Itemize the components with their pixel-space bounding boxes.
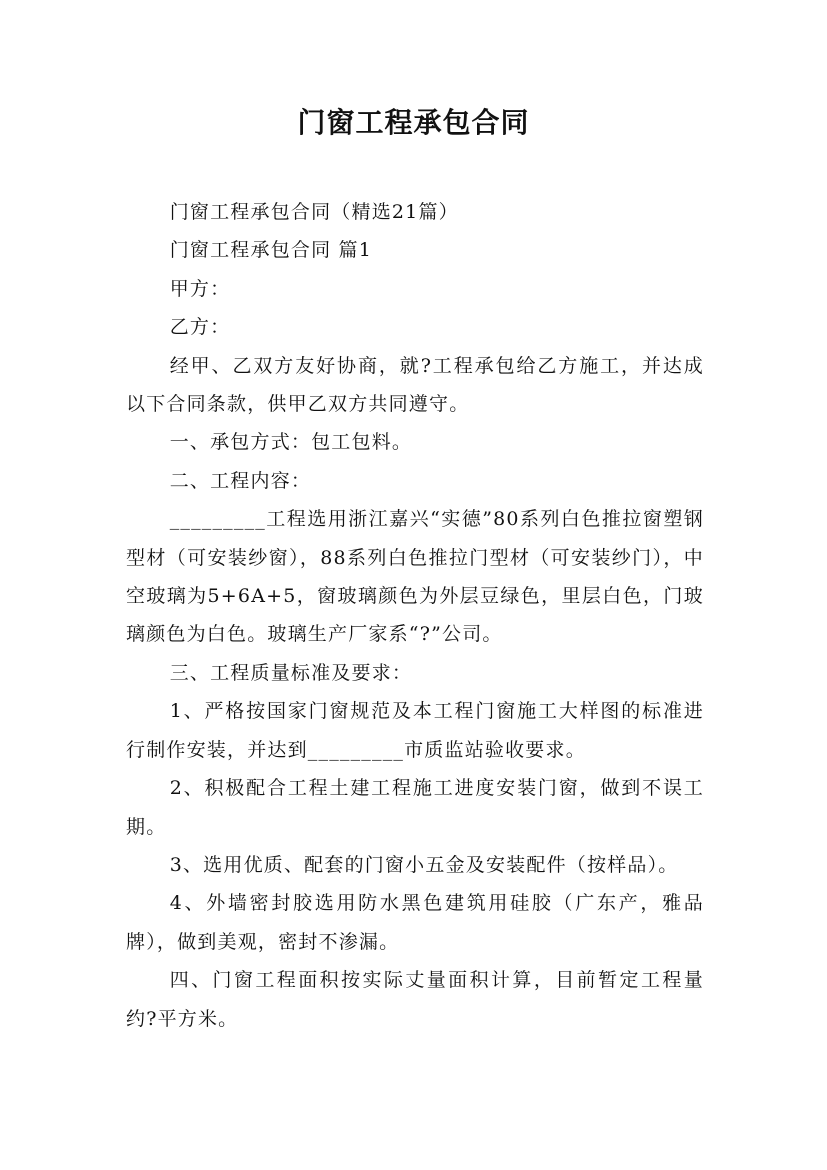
- document-title: 门窗工程承包合同: [297, 106, 530, 139]
- project-content-heading: 二、工程内容：: [169, 469, 312, 492]
- document-body: [126, 193, 704, 1038]
- quality-item-2: 2、积极配合工程土建工程施工进度安装门窗，做到不误工期。: [126, 777, 704, 838]
- quality-item-3: 3、选用优质、配套的门窗小五金及安装配件（按样品）。: [169, 853, 679, 876]
- quality-standard-heading: 三、工程质量标准及要求：: [169, 661, 413, 684]
- area-calculation-paragraph: 四、门窗工程面积按实际丈量面积计算，目前暂定工程量约?平方米。: [126, 969, 704, 1030]
- subtitle-paragraph: 门窗工程承包合同（精选21篇）: [169, 201, 459, 223]
- project-content-paragraph: _________工程选用浙江嘉兴“实德”80系列白色推拉窗塑钢型材（可安装纱窗），88系列白色推拉门型材（可安装纱门），中空玻璃为5+6A+5，窗玻璃颜色为外层豆绿色，里层白色，门玻璃颜色为白色。玻璃生产厂家系“?”公司。: [126, 508, 704, 646]
- party-b-paragraph: 乙方：: [169, 316, 231, 339]
- quality-item-4: 4、外墙密封胶选用防水黑色建筑用硅胶（广东产，雅品牌），做到美观，密封不渗漏。: [126, 892, 704, 953]
- contract-method-paragraph: 一、承包方式：包工包料。: [169, 431, 413, 454]
- agreement-intro-paragraph: 经甲、乙双方友好协商，就?工程承包给乙方施工，并达成以下合同条款，供甲乙双方共同遵守。: [126, 354, 704, 416]
- party-a-paragraph: 甲方：: [169, 277, 231, 300]
- section-heading-paragraph: 门窗工程承包合同 篇1: [169, 239, 373, 262]
- quality-item-1: 1、严格按国家门窗规范及本工程门窗施工大样图的标准进行制作安装，并达到_________市质监站验收要求。: [126, 700, 704, 761]
